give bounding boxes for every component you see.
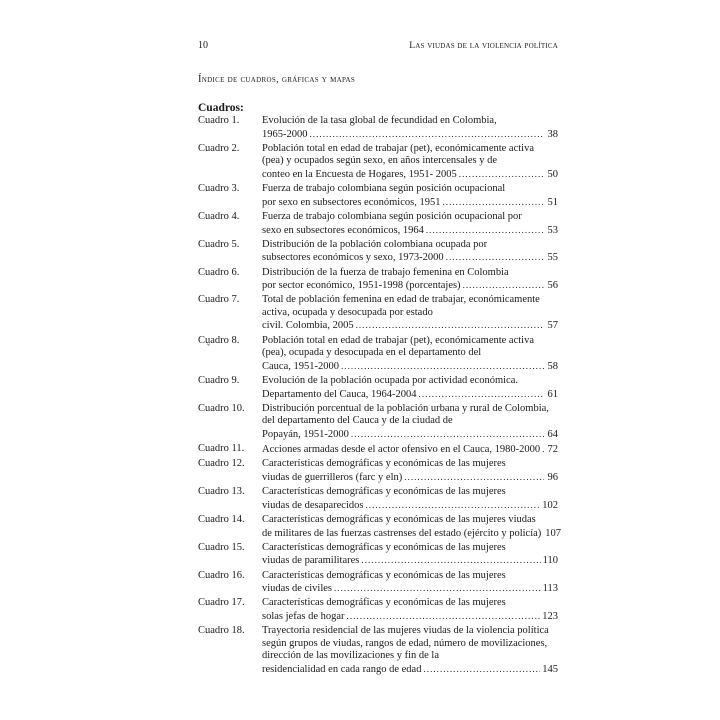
toc-entry-lastline (262, 168, 558, 182)
toc-entry-title-end: viudas de desaparecidos (262, 499, 364, 511)
toc-entry-title-end: subsectores económicos y sexo, 1973-2000 (262, 252, 444, 264)
toc-entry-label: Cuadro 6. (198, 266, 240, 278)
toc-entry-title-end: viudas de guerrilleros (farc y eln) (262, 471, 403, 483)
toc-entry-label: Cuadro 4. (198, 210, 240, 222)
toc-entry-body (262, 239, 558, 265)
toc-entry-page: 96 (547, 471, 558, 483)
toc-entry-page: 55 (547, 252, 558, 264)
toc-entry-lastline (262, 499, 558, 513)
toc-entry (198, 115, 558, 141)
toc-entry-title: Distribución de la población colombiana ocupada por (262, 238, 488, 250)
toc-entry-lastline (262, 428, 558, 442)
document-page (198, 40, 562, 678)
toc-entry-label: Cuadro 16. (198, 569, 245, 581)
toc-entry-body (262, 443, 558, 457)
toc-entry-label: Cuadro 10. (198, 402, 245, 414)
toc-entry-page: 113 (542, 583, 558, 595)
toc-entry-body (262, 115, 558, 141)
dot-leader (341, 360, 544, 373)
toc-entry (198, 375, 558, 401)
toc-entry (198, 570, 558, 596)
toc-entry-lastline (262, 610, 558, 624)
toc-entries (198, 115, 562, 676)
toc-entry-title-end: Popayán, 1951-2000 (262, 429, 349, 440)
toc-entry-lastline (262, 471, 558, 485)
toc-entry-label: Cuadro 9. (198, 375, 240, 387)
toc-entry-title-end: por sector económico, 1951-1998 (porcentajes) (262, 280, 461, 292)
toc-entry-lastline (262, 251, 558, 265)
dot-leader (310, 128, 545, 141)
toc-entry-page: 102 (542, 499, 558, 511)
toc-entry-title-end: 1965-2000 (262, 128, 308, 140)
toc-entry-page: 56 (547, 280, 558, 292)
page-number: 10 (198, 40, 208, 51)
toc-entry-title: Fuerza de trabajo colombiana según posición ocupacional por (262, 210, 522, 222)
dot-leader (423, 663, 540, 676)
toc-entry (198, 267, 558, 293)
toc-entry-title: Características demográficas y económicas de las mujeres (262, 541, 506, 553)
toc-entry-body (262, 183, 558, 209)
toc-entry-page: 57 (547, 320, 558, 332)
toc-entry-lastline (262, 128, 558, 142)
toc-entry-label: Cuadro 13. (198, 486, 245, 498)
toc-entry-page: 53 (547, 224, 558, 236)
toc-entry-page: 38 (547, 128, 558, 140)
toc-entry-label: Cuadro 5. (198, 238, 240, 250)
toc-entry-lastline (262, 279, 558, 293)
toc-entry-lastline (262, 443, 558, 457)
toc-entry-body (262, 375, 558, 401)
toc-entry-page: 107 (545, 527, 562, 539)
toc-entry-label: Cuadro 2. (198, 142, 240, 154)
toc-entry-lastline (262, 663, 558, 677)
toc-entry-body (262, 570, 558, 596)
toc-entry-title-end: solas jefas de hogar (262, 610, 345, 622)
toc-entry-title-end: conteo en la Encuesta de Hogares, 1951- 2005 (262, 168, 457, 180)
toc-entry (198, 513, 562, 540)
toc-entry-lastline (262, 582, 558, 596)
toc-entry-lastline (262, 224, 558, 238)
toc-entry (198, 143, 558, 182)
toc-entry-page: 61 (547, 388, 558, 400)
toc-entry-title: Distribución de la fuerza de trabajo femenina en Colombia (262, 266, 509, 278)
toc-entry (198, 486, 558, 512)
toc-entry-title-end: civil. Colombia, 2005 (262, 320, 354, 332)
toc-entry-title: Características demográficas y económicas de las mujeres (262, 569, 506, 581)
dot-leader (351, 428, 544, 441)
toc-entry-body (262, 486, 558, 512)
toc-entry-page: 58 (547, 360, 558, 372)
toc-entry-body (262, 597, 558, 623)
toc-entry-title: Características demográficas y económicas de las mujeres (262, 597, 506, 609)
toc-entry-title: Trayectoria residencial de las mujeres viudas de la violencia política según grupos de viudas, rangos de edad, número de movilizaciones, dirección de las movilizaciones y fin de la (262, 625, 549, 662)
toc-entry-label: Cuadro 18. (198, 625, 245, 637)
toc-entry-page: 110 (542, 555, 558, 567)
dot-leader (356, 319, 544, 332)
toc-entry-page: 72 (547, 444, 558, 456)
toc-entry-lastline (262, 388, 558, 402)
toc-entry (198, 239, 558, 265)
dot-leader (542, 443, 544, 456)
toc-entry-title-end: residencialidad en cada rango de edad (262, 663, 422, 675)
toc-entry-page: 50 (547, 168, 558, 180)
toc-entry (198, 625, 558, 676)
toc-entry-title-end: Acciones armadas desde el actor ofensivo en el Cauca, 1980-2000 (262, 444, 541, 456)
dot-leader (361, 554, 540, 567)
toc-entry-title: Población total en edad de trabajar (pet), económicamente activa (pea), ocupada y desocupada en el departamento del (262, 334, 535, 359)
toc-entry-lastline (262, 360, 558, 374)
dot-leader (404, 471, 544, 484)
toc-entry-body (262, 513, 562, 540)
toc-entry-label: Cuadro 12. (198, 458, 245, 470)
toc-entry-lastline (262, 319, 558, 333)
toc-entry-title-end: viudas de paramilitares (262, 555, 360, 567)
toc-entry (198, 542, 558, 568)
toc-entry-title: Fuerza de trabajo colombiana según posición ocupacional (262, 183, 506, 195)
toc-entry (198, 458, 558, 484)
toc-entry (198, 335, 558, 374)
toc-entry-body (262, 143, 558, 182)
dot-leader (442, 196, 544, 209)
toc-entry-page: 64 (547, 429, 558, 440)
toc-entry-lastline (262, 196, 558, 210)
group-title: Cuadros: (198, 102, 244, 114)
toc-entry-title: Distribución porcentual de la población urbana y rural de Colombia, del departamento del Cauca y de la ciudad de (262, 402, 549, 427)
toc-entry-lastline (262, 527, 562, 541)
toc-entry (198, 597, 558, 623)
toc-entry (198, 294, 558, 333)
toc-entry-title-end: Departamento del Cauca, 1964-2004 (262, 388, 417, 400)
toc-entry-label: Cuadro 14. (198, 513, 245, 525)
toc-entry-title: Evolución de la población ocupada por actividad económica. (262, 375, 518, 387)
toc-entry-body (262, 625, 558, 676)
toc-entry-title-end: viudas de civiles (262, 583, 332, 595)
toc-entry-body (262, 267, 558, 293)
running-head (198, 40, 558, 54)
toc-entry-page: 123 (542, 610, 558, 622)
dot-leader (334, 582, 541, 595)
toc-entry-label: Cuadro 11. (198, 443, 245, 455)
running-title: Las viudas de la violencia política (409, 41, 558, 51)
toc-entry-title: Evolución de la tasa global de fecundidad en Colombia, (262, 115, 497, 126)
toc-entry (198, 211, 558, 237)
toc-entry-title: Características demográficas y económicas de las mujeres viudas (262, 513, 536, 525)
toc-entry-body (262, 403, 558, 442)
toc-entry (198, 403, 558, 442)
toc-entry-page: 145 (542, 663, 558, 675)
toc-entry (198, 183, 558, 209)
toc-entry-label: Cuadro 15. (198, 541, 245, 553)
stray-mark: ˇ (206, 344, 211, 355)
toc-entry-label: Cuadro 1. (198, 115, 240, 126)
toc-entry-lastline (262, 554, 558, 568)
dot-leader (463, 279, 544, 292)
toc-entry-body (262, 335, 558, 374)
section-title: Índice de cuadros, gráficas y mapas (198, 74, 356, 85)
toc-entry-body (262, 294, 558, 333)
toc-entry-label: Cuadro 8. (198, 334, 240, 346)
dot-leader (419, 388, 544, 401)
toc-entry-title: Total de población femenina en edad de trabajar, económicamente activa, ocupada y desocupada por estado (262, 294, 540, 318)
toc-entry-label: Cuadro 7. (198, 294, 240, 306)
toc-entry-label: Cuadro 17. (198, 597, 245, 609)
toc-entry-title-end: Cauca, 1951-2000 (262, 360, 339, 372)
toc-entry-body (262, 211, 558, 237)
toc-entry-title-end: por sexo en subsectores económicos, 1951 (262, 196, 441, 208)
toc-entry-page: 51 (547, 196, 558, 208)
toc-entry-title: Población total en edad de trabajar (pet), económicamente activa (pea) y ocupados según sexo, en años intercensales y de (262, 142, 535, 167)
toc-entry-title-end: de militares de las fuerzas castrenses del estado (ejército y policía) (262, 527, 542, 539)
toc-entry-body (262, 542, 558, 568)
dot-leader (365, 499, 540, 512)
dot-leader (426, 224, 544, 237)
toc-entry-label: Cuadro 3. (198, 183, 240, 195)
dot-leader (446, 251, 544, 264)
dot-leader (347, 610, 541, 623)
toc-entry-title: Características demográficas y económicas de las mujeres (262, 458, 506, 470)
toc-entry-body (262, 458, 558, 484)
toc-entry (198, 443, 558, 457)
toc-entry-title-end: sexo en subsectores económicos, 1964 (262, 224, 424, 236)
toc-entry-title: Características demográficas y económicas de las mujeres (262, 486, 506, 498)
dot-leader (459, 168, 544, 181)
